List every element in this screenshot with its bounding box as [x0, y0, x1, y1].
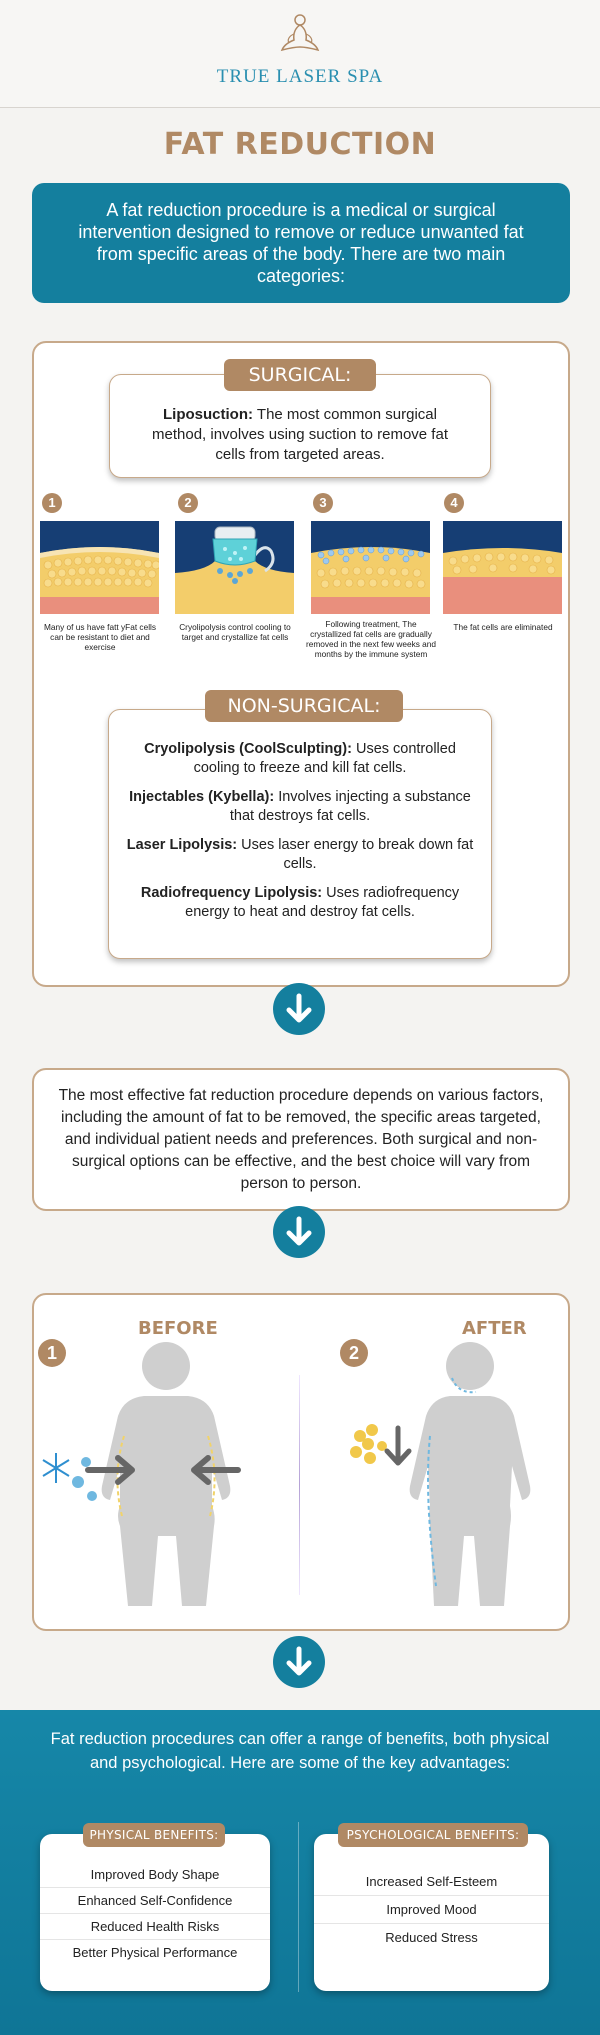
intro-text: A fat reduction procedure is a medical or surgical intervention designed to remove or reduce unwanted fat from specific areas of the body. There are two main categories:	[78, 200, 524, 286]
non-surgical-label: NON-SURGICAL:	[205, 690, 403, 722]
arrow-down-icon	[273, 983, 325, 1035]
before-after-divider	[299, 1375, 300, 1595]
cryolipolysis-device-illustration	[175, 521, 294, 614]
physical-benefits-label: PHYSICAL BENEFITS:	[83, 1823, 225, 1847]
summary-card	[32, 1068, 570, 1211]
after-label: AFTER	[462, 1318, 527, 1339]
psychological-benefits-box	[314, 1834, 549, 1991]
psychological-benefits-label: PSYCHOLOGICAL BENEFITS:	[338, 1823, 528, 1847]
step-number: 4	[444, 493, 464, 513]
liposuction-term: Liposuction:	[163, 406, 254, 423]
fat-cells-illustration	[40, 521, 159, 614]
meditating-figure-icon	[277, 12, 323, 58]
surgical-label: SURGICAL:	[224, 359, 376, 391]
before-label: BEFORE	[138, 1318, 218, 1339]
non-surgical-item: Injectables (Kybella): Involves injecting a substance that destroys fat cells.	[129, 789, 471, 824]
benefits-divider	[298, 1822, 299, 1992]
benefit-item: Improved Mood	[314, 1895, 549, 1923]
benefit-item: Reduced Health Risks	[40, 1913, 270, 1939]
step-number: 2	[178, 493, 198, 513]
step-number: 1	[42, 493, 62, 513]
brand-name[interactable]: TRUE LASER SPA	[216, 66, 384, 87]
arrow-down-icon	[273, 1636, 325, 1688]
page-title: FAT REDUCTION	[163, 127, 437, 162]
intro-box	[32, 183, 570, 303]
benefit-item: Improved Body Shape	[90, 1867, 220, 1882]
non-surgical-box	[108, 709, 492, 959]
benefits-intro: Fat reduction procedures can offer a range of benefits, both physical and psychological. Here are some of the key advantages:	[50, 1730, 550, 1772]
before-number: 1	[38, 1339, 66, 1367]
after-body-illustration	[340, 1336, 570, 1626]
step-number: 3	[313, 493, 333, 513]
physical-benefits-box	[40, 1834, 270, 1991]
non-surgical-item: Cryolipolysis (CoolSculpting): Uses controlled cooling to freeze and kill fat cells.	[144, 741, 456, 776]
fat-eliminated-illustration	[443, 521, 562, 614]
step-caption: Many of us have fatt yFat cells can be resistant to diet and exercise	[43, 622, 157, 652]
arrow-down-icon	[273, 1206, 325, 1258]
summary-text: The most effective fat reduction procedure depends on various factors, including the amount of fat to be removed, the specific areas targeted, and individual patient needs and preferences. Both surgical and non-surgical options can be effective, and the best choice will vary from person to person.	[58, 1086, 544, 1192]
non-surgical-item: Laser Lipolysis: Uses laser energy to break down fat cells.	[126, 837, 474, 872]
step-caption: The fat cells are eliminated	[453, 622, 553, 632]
benefit-item: Increased Self-Esteem	[365, 1874, 498, 1889]
step-caption: Following treatment, The crystallized fat cells are gradually removed in the next few weeks and months by the immune system	[305, 619, 437, 659]
after-number: 2	[340, 1339, 368, 1367]
benefit-item: Better Physical Performance	[40, 1939, 270, 1965]
liposuction-description: The most common surgical method, involves using suction to remove fat cells from targeted areas.	[152, 406, 448, 463]
benefit-item: Reduced Stress	[314, 1923, 549, 1951]
before-body-illustration	[36, 1336, 266, 1626]
benefit-item: Enhanced Self-Confidence	[40, 1887, 270, 1913]
step-caption: Cryolipolysis control cooling to target and crystallize fat cells	[179, 622, 291, 642]
non-surgical-item: Radiofrequency Lipolysis: Uses radiofrequency energy to heat and destroy fat cells.	[140, 885, 460, 920]
crystallized-cells-illustration	[311, 521, 430, 614]
